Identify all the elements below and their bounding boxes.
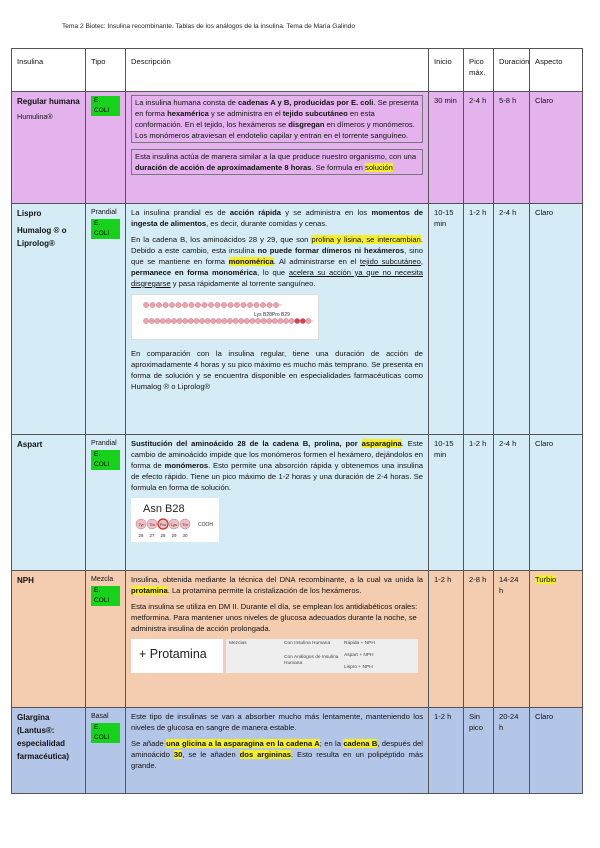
inicio-cell: 1-2 h [429, 708, 464, 794]
aspart-residue-number: 27 [149, 533, 155, 538]
col-header-duracion: Duración [494, 49, 530, 92]
chain-b-residue [155, 318, 160, 323]
col-header-inicio: Inicio [429, 49, 464, 92]
lispro-label: Lys B28Pro B29 [254, 312, 290, 318]
aspart-residue-label: Thr [182, 522, 188, 527]
source-tag: E. COLI [91, 723, 120, 743]
chain-a-residue [189, 302, 194, 307]
chain-a-residue [247, 302, 252, 307]
chain-b-residue [143, 318, 148, 323]
aspart-chain-figure [131, 498, 219, 542]
pico-cell: 2-8 h [464, 571, 494, 708]
aspart-residue-number: 26 [138, 533, 144, 538]
description-paragraph: Insulina, obtenida mediante la técnica del DNA recombinante, a la cual va unida la protamina. La protamina permite la cristalización de los hexámeros. [131, 575, 423, 595]
source-tag: E. COLI [91, 96, 120, 116]
aspart-residue-number: 28 [160, 533, 166, 538]
chain-b-residue [272, 318, 277, 323]
aspart-residue-label: Pro [159, 522, 167, 527]
insulin-name: Regular humana [17, 97, 80, 106]
chain-b-residue [199, 318, 204, 323]
description-paragraph: La insulina prandial es de acción rápida y se administra en los momentos de ingesta de alimentos, es decir, durante comidas y cenas. [131, 208, 423, 228]
tipo-label: Prandial [91, 209, 117, 216]
description-paragraph: Este tipo de insulinas se van a absorber mucho más lentamente, manteniendo los niveles de glucosa en sangre de manera estable. [131, 712, 423, 732]
chain-a-residue [163, 302, 168, 307]
chain-b-residue [177, 318, 182, 323]
aspart-cooh: COOH [198, 522, 213, 528]
insulin-name: Glargina (Lantus®: especialidad farmacéutica) [17, 713, 70, 761]
chain-b-residue [188, 318, 193, 323]
chain-a-residue [182, 302, 187, 307]
insulin-brand: Humalog ® o Liprolog® [17, 226, 67, 248]
chain-b-residue [244, 318, 249, 323]
chain-a-residue [260, 302, 265, 307]
pico-cell: 1-2 h [464, 204, 494, 435]
tipo-label: Mezcla [91, 576, 114, 583]
chain-b-residue [222, 318, 227, 323]
chain-a-residue [150, 302, 155, 307]
col-header-tipo: Tipo [86, 49, 126, 92]
chain-a-residue [176, 302, 181, 307]
chain-b-residue [300, 318, 305, 323]
description-cell [126, 571, 429, 708]
table-row [12, 92, 583, 204]
chain-b-residue [295, 318, 300, 323]
description-paragraph: Esta insulina actúa de manera similar a la que produce nuestro organismo, con una duración de acción de aproximadamente 8 horas. Se formula en solución [131, 149, 423, 175]
chain-a-residue [234, 302, 239, 307]
aspart-residue-label: Thr [149, 522, 155, 527]
table-row [12, 204, 583, 435]
aspart-residue-label: Lys [170, 522, 178, 527]
pico-cell: 2-4 h [464, 92, 494, 204]
description-paragraph: En comparación con la insulina regular, tiene una duración de acción de aproximadamente 4 horas y su pico máximo es mucho más temprano. Se presenta en forma de solución y se encuentra disponible en especialidades farmacéuticas como Humalog ® o Liprolog® [131, 349, 423, 391]
chain-b-residue [171, 318, 176, 323]
lispro-chain-figure [131, 294, 319, 340]
duracion-cell: 2-4 h [494, 435, 530, 571]
description-paragraph: Sustitución del aminoácido 28 de la cadena B, prolina, por asparagina. Este cambio de aminoácido impide que los monómeros formen el hexámero, dejándolos en forma de monómeros. Esto permite una absorción rápida y obtenemos una insulina de efecto rápido. Tiene un pico máximo de 1-2 horas y una duración de 2-4 horas. Se formula en forma de solución. [131, 439, 424, 492]
chain-a-residue [228, 302, 233, 307]
chain-a-residue [208, 302, 213, 307]
aspecto-cell [530, 571, 583, 708]
tipo-label: Basal [91, 713, 109, 720]
protamina-label: + Protamina [139, 647, 207, 661]
chain-b-residue [211, 318, 216, 323]
chain-b-residue [306, 318, 311, 323]
tipo-label: Prandial [91, 440, 117, 447]
chain-a-residue [156, 302, 161, 307]
insulin-brand: Humulina® [17, 112, 53, 121]
chain-b-residue [216, 318, 221, 323]
duracion-cell: 5-8 h [494, 92, 530, 204]
protamina-figure [131, 639, 423, 675]
chain-a-residue [202, 302, 207, 307]
chain-a-residue [169, 302, 174, 307]
mixtures-table: Mezclas Con Insulina Humana Rápida + NPH Con Análogos de Insulina Humana Aspart + NPH Lispro + NPH [226, 639, 418, 673]
source-tag: E. COLI [91, 586, 120, 606]
chain-b-residue [283, 318, 288, 323]
col-header-descripcion: Descripción [126, 49, 429, 92]
chain-b-residue [205, 318, 210, 323]
lispro-chain-diagram [132, 295, 318, 339]
duracion-cell: 20-24 h [494, 708, 530, 794]
table-row [12, 571, 583, 708]
chain-b-residue [166, 318, 171, 323]
col-header-aspecto: Aspecto [530, 49, 583, 92]
description-paragraph: La insulina humana consta de cadenas A y B, producidas por E. coli. Se presenta en forma hexamérica y se administra en el tejido subcutáneo en esta conformación. En el tejido, los hexámeros se disgregan en dímeros y monómeros. Los monómeros atraviesan el endotelio capilar y entran en el torrente sanguíneo. [131, 95, 423, 143]
aspart-chain-diagram [131, 498, 219, 542]
chain-a-residue [273, 302, 278, 307]
insulin-name: Aspart [17, 440, 43, 449]
document-header: Tema 2 Biotec: Insulina recombinante. Tablas de los análogos de la insulina. Tema de María Galindo [62, 23, 355, 30]
chain-b-residue [149, 318, 154, 323]
inicio-cell: 30 min [429, 92, 464, 204]
pico-cell: Sin pico [464, 708, 494, 794]
inicio-cell: 10-15 min [429, 435, 464, 571]
pico-cell: 1-2 h [464, 435, 494, 571]
chain-b-residue [183, 318, 188, 323]
aspecto-cell: Claro [530, 708, 583, 794]
insulin-name: Lispro [17, 209, 42, 218]
chain-b-residue [267, 318, 272, 323]
inicio-cell: 1-2 h [429, 571, 464, 708]
chain-a-residue [221, 302, 226, 307]
aspart-residue-number: 29 [171, 533, 177, 538]
chain-b-residue [239, 318, 244, 323]
duracion-cell: 14-24 h [494, 571, 530, 708]
description-cell [126, 92, 429, 204]
insulin-name: NPH [17, 576, 34, 585]
aspecto-value: Turbio [535, 575, 557, 584]
chain-b-residue [160, 318, 165, 323]
aspart-label: Asn B28 [143, 503, 185, 515]
duracion-cell: 2-4 h [494, 204, 530, 435]
chain-b-residue [194, 318, 199, 323]
description-cell [126, 435, 429, 571]
chain-b-residue [255, 318, 260, 323]
table-row [12, 708, 583, 794]
chain-a-residue [254, 302, 259, 307]
chain-a-residue [143, 302, 148, 307]
chain-a-residue [241, 302, 246, 307]
source-tag: E. COLI [91, 450, 120, 470]
chain-b-residue [289, 318, 294, 323]
chain-b-residue [261, 318, 266, 323]
col-header-insulina: Insulina [12, 49, 86, 92]
table-row [12, 435, 583, 571]
aspecto-cell: Claro [530, 204, 583, 435]
description-cell [126, 708, 429, 794]
chain-a-residue [267, 302, 272, 307]
insulin-table [11, 48, 583, 794]
aspart-residue-label: Tyr [138, 522, 144, 527]
aspecto-cell: Claro [530, 435, 583, 571]
chain-a-residue [195, 302, 200, 307]
chain-b-residue [227, 318, 232, 323]
description-paragraph: Esta insulina se utiliza en DM II. Durante el día, se emplean los antidiabéticos orales: metformina. Para mantener unos niveles de glucosa adecuados durante la noche, se administra insulina de acción prolongada. [131, 602, 418, 633]
description-paragraph: Se añade una glicina a la asparagina en la cadena A; en la cadena B, después del aminoácido 30, se le añaden dos argininas. Esto resulta en un polipéptido más grande. [131, 739, 423, 770]
col-header-pico: Pico máx. [464, 49, 494, 92]
aspart-residue-number: 30 [182, 533, 188, 538]
source-tag: E. COLI [91, 219, 120, 239]
description-cell [126, 204, 429, 435]
description-paragraph: En la cadena B, los aminoácidos 28 y 29, que son prolina y lisina, se intercambian. Debido a este cambio, esta insulina no puede formar dímeros ni hexámeros, sino que se mantiene en forma monomérica. Al administrarse en el tejido subcutáneo, permanece en forma monomérica, lo que acelera su acción ya que no necesita disgregarse y pasa rápidamente al torrente sanguíneo. [131, 235, 423, 288]
inicio-cell: 10-15 min [429, 204, 464, 435]
chain-a-residue [215, 302, 220, 307]
chain-b-residue [233, 318, 238, 323]
table-header-row [12, 49, 583, 92]
chain-b-residue [278, 318, 283, 323]
chain-b-residue [250, 318, 255, 323]
aspecto-cell: Claro [530, 92, 583, 204]
